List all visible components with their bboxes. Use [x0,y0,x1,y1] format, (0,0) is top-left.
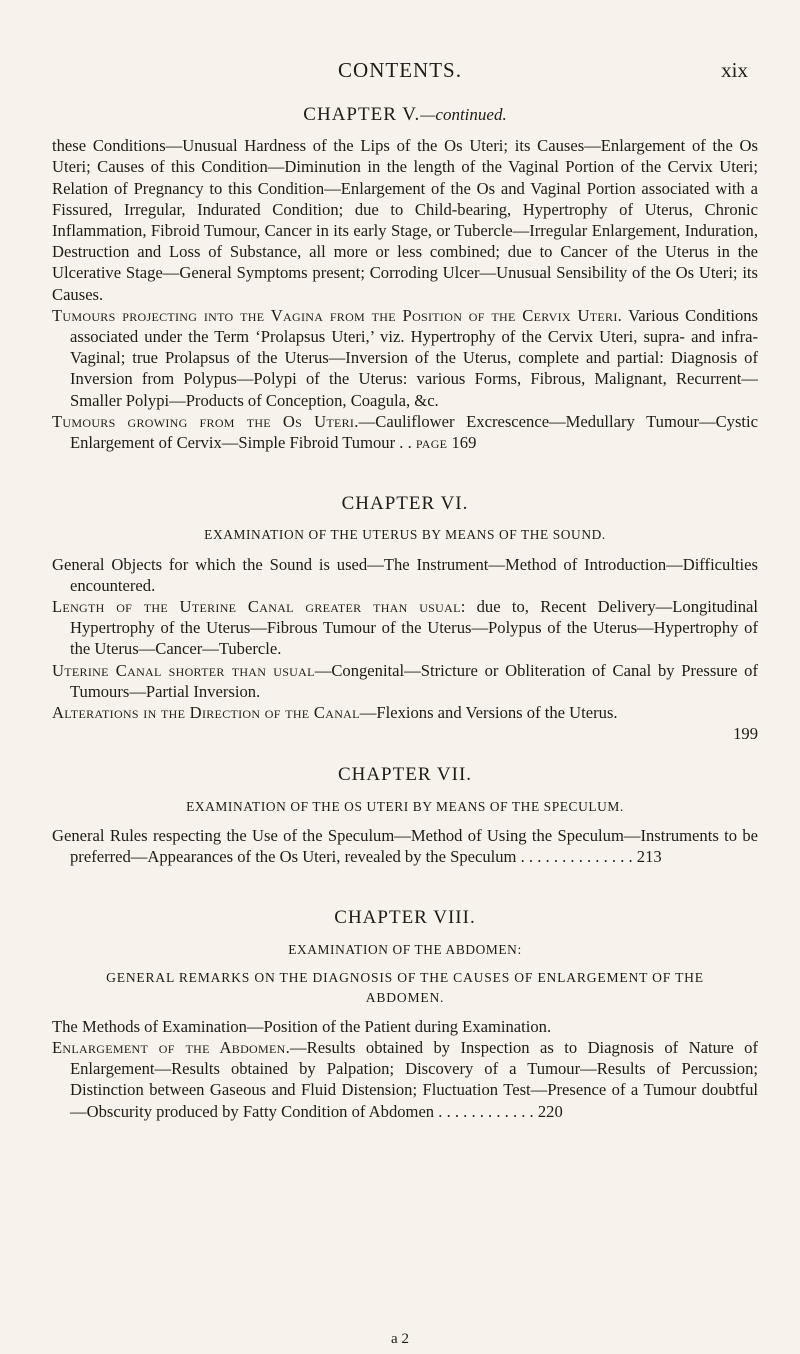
length-text: : due to, Recent Delivery—Longitudinal Hypertrophy of the Uterus—Fibrous Tumour of the Uterus—Polypus of the Uterus—Hypertrophy of the Uterus—Cancer—Tubercle. [70,597,758,659]
shorter-entry [52,660,758,702]
continued-label: —continued. [420,105,507,124]
chapter-7-heading: CHAPTER VII. [337,764,473,786]
tumours-growing-label: Tumours growing from the Os Uteri. [52,411,359,431]
running-title: CONTENTS. [338,58,462,82]
chapter-8-subtitle: EXAMINATION OF THE ABDOMEN: [288,941,522,957]
running-head [0,58,800,86]
contents-body [52,104,758,1122]
chapter-6-page-ref: 199 [733,724,758,744]
chapter-5-page-ref: . . page 169 [399,433,477,453]
enlargement-label: Enlargement of the Abdomen. [52,1037,291,1057]
tumours-growing-entry [52,411,758,453]
enlargement-text: —Results obtained by Inspection as to Diagnosis of Nature of Enlargement—Results obtained by Palpation; Discovery of a Tumour—Results of Percussion; Distinction between Gaseous and Fluid Distension; Fluctuation Test—Presence of a Tumour doubtful—Obscurity produced by Fatty Condition of Abdomen [70,1037,758,1121]
chapter-5-intro: these Conditions—Unusual Hardness of the Lips of the Os Uteri; its Causes—Enlargement of the Os Uteri; Causes of this Condition—Diminution in the length of the Vaginal Portion of the Cervix Uteri; Relation of Pregnancy to this Condition—Enlargement of the Os and Vaginal Portion associated with a Fissured, Irregular, Indurated Condition; due to Child-bearing, Hypertrophy of Uterus, Chronic Inflammation, Fibroid Tumour, Cancer in its early Stage, or Tubercle—Irregular Enlargement, Induration, Destruction and Loss of Substance, all more or less combined; due to Cancer of the Uterus in the Ulcerative Stage—General Symptoms present; Corroding Ulcer—Unusual Sensibility of the Os Uteri; its Causes. [52,136,758,304]
tumours-projecting-entry [52,305,758,411]
chapter-8-heading: CHAPTER VIII. [334,907,476,929]
signature-mark: a 2 [391,1331,409,1347]
chapter-7-text: General Rules respecting the Use of the Speculum—Method of Using the Speculum—Instruments to be preferred—Appearances of the Os Uteri, revealed by the Speculum [52,825,758,867]
alterations-label: Alterations in the Direction of the Canal [52,703,360,723]
shorter-label: Uterine Canal shorter than usual [52,660,315,680]
chapter-7-page-ref: . . . . . . . . . . . . . . 213 [520,847,662,867]
chapter-5-heading: CHAPTER V.—continued. [303,104,507,125]
chapter-6-general: General Objects for which the Sound is used—The Instrument—Method of Introduction—Difficulties encountered. [52,554,758,595]
alterations-text: —Flexions and Versions of the Uterus. [359,703,618,723]
alterations-entry [52,702,758,723]
chapter-6-subtitle: EXAMINATION OF THE UTERUS BY MEANS OF THE SOUND. [204,527,606,543]
length-label: Length of the Uterine Canal greater than usual [52,597,461,617]
length-entry [52,596,758,660]
enlargement-entry [52,1037,758,1122]
chapter-7-entry [52,825,758,867]
chapter-8-methods: The Methods of Examination—Position of the Patient during Examination. [52,1016,552,1036]
tumours-growing-text: —Cauliflower Excrescence—Medullary Tumour—Cystic Enlargement of Cervix—Simple Fibroid Tumour [70,411,758,453]
page-number: xix [721,58,748,82]
chapter-6-heading: CHAPTER VI. [341,493,469,515]
tumours-projecting-label: Tumours projecting into the Vagina from the Position of the Cervix Uteri. [52,305,623,325]
shorter-text: —Congenital—Stricture or Obliteration of Canal by Pressure of Tumours—Partial Inversion. [70,660,759,701]
tumours-projecting-text: Various Conditions associated under the Term ‘Prolapsus Uteri,’ viz. Hypertrophy of the Cervix Uteri, supra- and infra-Vaginal; true Prolapsus of the Uterus—Inversion of the Uterus, complete and partial: Diagnosis of Inversion from Polypus—Polypi of the Uterus: various Forms, Fibrous, Malignant, Recurrent—Smaller Polypi—Products of Conception, Coagula, &c. [70,305,758,410]
chapter-8-page-ref: . . . . . . . . . . . . 220 [438,1101,563,1121]
chapter-7-subtitle: EXAMINATION OF THE OS UTERI BY MEANS OF THE SPECULUM. [186,798,624,814]
chapter-8-subtitle-2: GENERAL REMARKS ON THE DIAGNOSIS OF THE CAUSES OF ENLARGEMENT OF THE ABDOMEN. [106,969,704,1005]
